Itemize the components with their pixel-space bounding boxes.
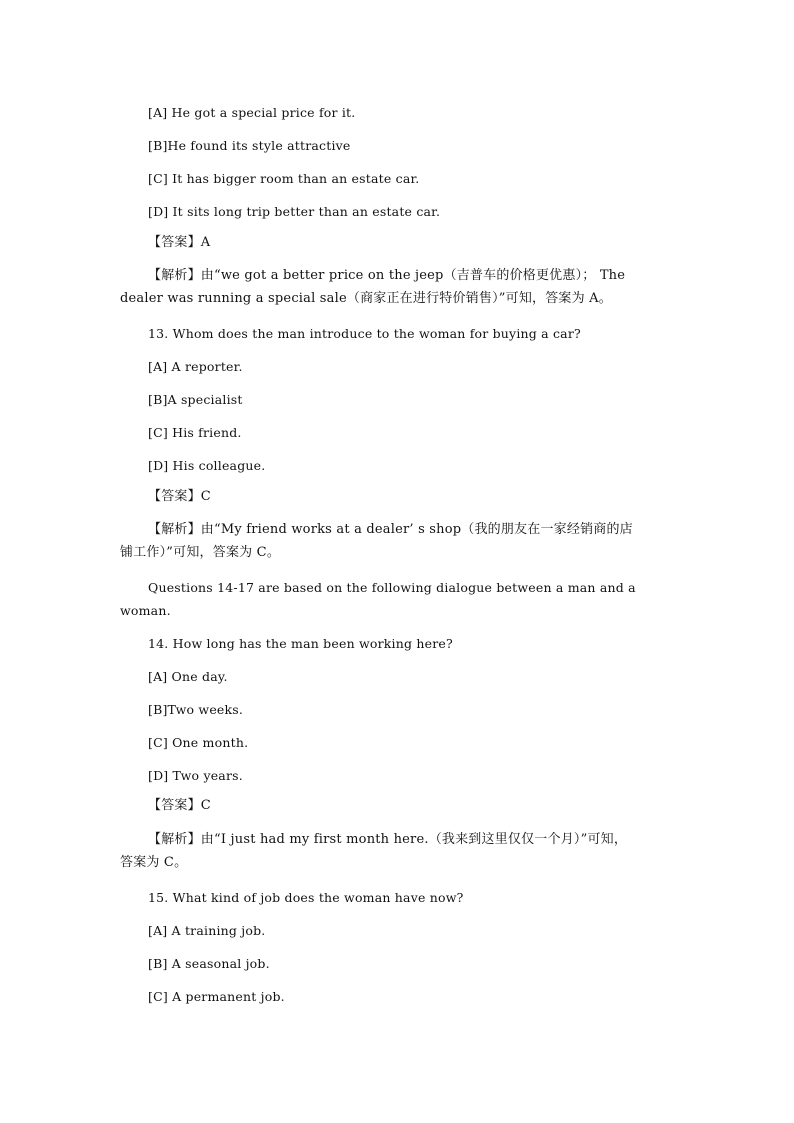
q12-option-b: [B]He found its style attractive — [148, 138, 351, 153]
q14-option-b: [B]Two weeks. — [148, 702, 244, 717]
q14-question: 14. How long has the man been working here? — [148, 636, 453, 651]
q12-answer: 【答案】A — [148, 235, 211, 250]
q13-explanation-line-2: 铺工作）”可知，答案为 C。 — [120, 545, 281, 560]
q12-option-a: [A] He got a special price for it. — [148, 105, 356, 120]
q14-option-a: [A] One day. — [148, 669, 228, 684]
q14-option-d: [D] Two years. — [148, 768, 243, 783]
q15-option-b: [B] A seasonal job. — [148, 956, 270, 971]
section-instruction-line-1: Questions 14-17 are based on the following dialogue between a man and a — [148, 580, 636, 595]
q13-option-d: [D] His colleague. — [148, 458, 266, 473]
q14-answer: 【答案】C — [148, 798, 211, 813]
q12-option-d: [D] It sits long trip better than an estate car. — [148, 204, 441, 219]
q14-explanation-line-1: 【解析】由“I just had my first month here.（我来到这里仅仅一个月）”可知， — [148, 832, 628, 847]
q13-option-b: [B]A specialist — [148, 392, 243, 407]
q13-option-c: [C] His friend. — [148, 425, 242, 440]
q14-explanation-line-2: 答案为 C。 — [120, 855, 188, 870]
q13-explanation-line-1: 【解析】由“My friend works at a dealer’ s shop（我的朋友在一家经销商的店 — [148, 522, 633, 537]
q15-option-a: [A] A training job. — [148, 923, 266, 938]
q15-question: 15. What kind of job does the woman have now? — [148, 890, 464, 905]
q14-option-c: [C] One month. — [148, 735, 249, 750]
q12-option-c: [C] It has bigger room than an estate car. — [148, 171, 420, 186]
q15-option-c: [C] A permanent job. — [148, 989, 285, 1004]
q12-explanation-line-2: dealer was running a special sale（商家正在进行特价销售）”可知，答案为 A。 — [120, 291, 612, 306]
q13-question: 13. Whom does the man introduce to the woman for buying a car? — [148, 326, 581, 341]
section-instruction-line-2: woman. — [120, 603, 171, 618]
q13-answer: 【答案】C — [148, 489, 211, 504]
q12-explanation-line-1: 【解析】由“we got a better price on the jeep（吉普车的价格更优惠）； The — [148, 268, 626, 283]
q13-option-a: [A] A reporter. — [148, 359, 243, 374]
